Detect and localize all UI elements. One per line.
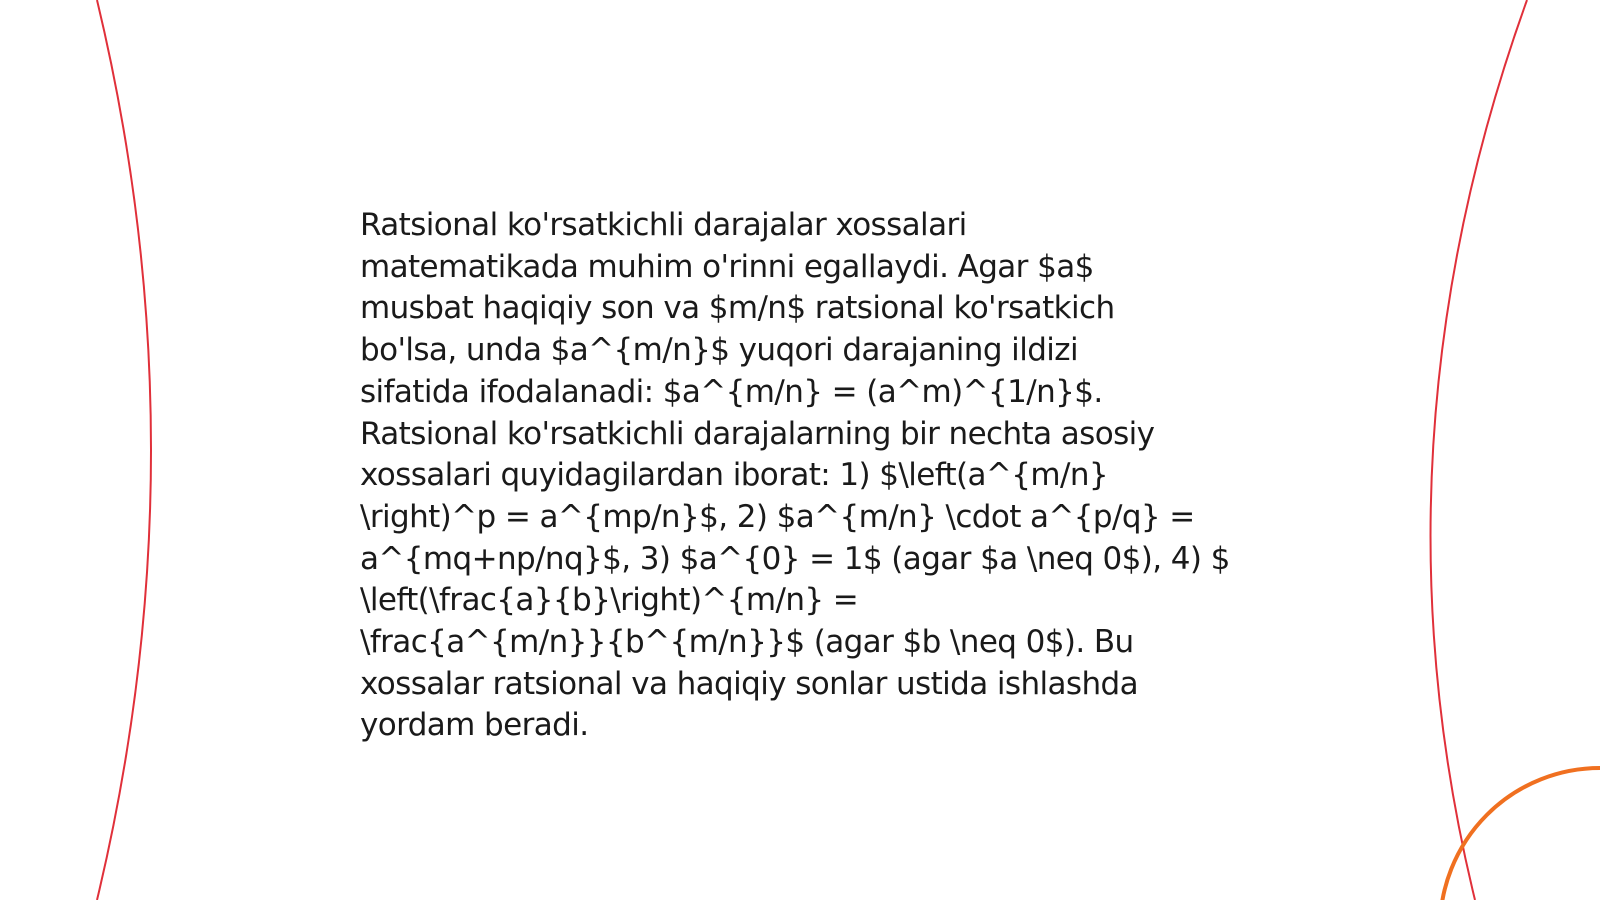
left-arc-line <box>97 0 151 900</box>
right-arc-line <box>1431 0 1527 900</box>
corner-circle-line <box>1440 768 1600 900</box>
body-paragraph: Ratsional ko'rsatkichli darajalar xossalari matematikada muhim o'rinni egallaydi. Agar $a$ musbat haqiqiy son va $m/n$ ratsional ko'rsatkich bo'lsa, unda $a^{m/n}$ yuqori darajaning ildizi sifatida ifodalanadi: $a^{m/n} = (a^m)^{1/n}$. Ratsional ko'rsatkichli darajalarning bir nechta asosiy xossalari quyidagilardan iborat: 1) $\left(a^{m/n} \right)^p = a^{mp/n}$, 2) $a^{m/n} \cdot a^{p/q} = a^{mq+np/nq}$, 3) $a^{0} = 1$ (agar $a \neq 0$), 4) $ \left(\frac{a}{b}\right)^{m/n} = \frac{a^{m/n}}{b^{m/n}}$ (agar $b \neq 0$). Bu xossalar ratsional va haqiqiy sonlar ustida ishlashda yordam beradi. <box>360 207 1230 744</box>
